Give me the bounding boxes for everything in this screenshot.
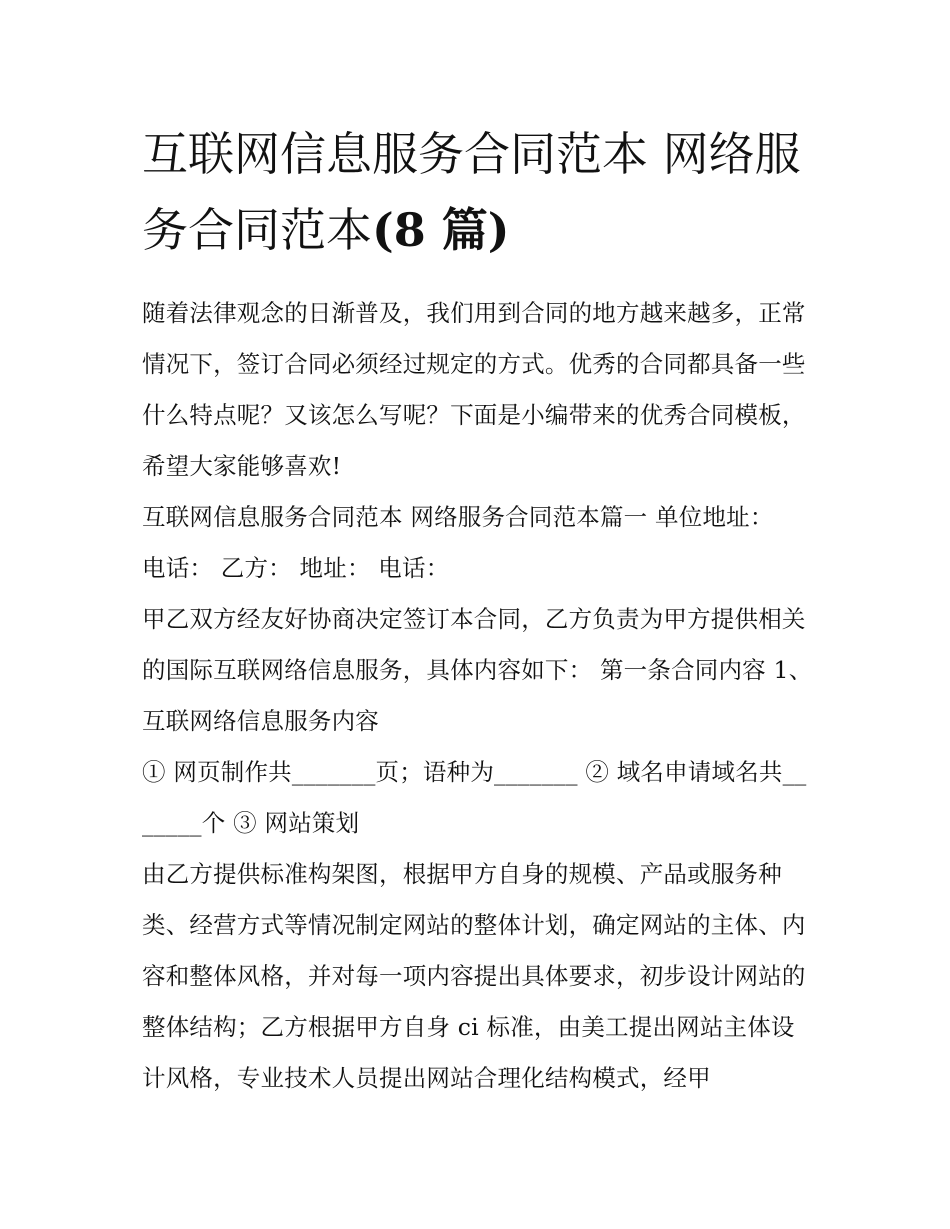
document-title bbox=[142, 116, 814, 268]
document-body bbox=[142, 116, 814, 1104]
document-title-count: (8 篇) bbox=[372, 203, 510, 257]
paragraph-agreement: 甲乙双方经友好协商决定签订本合同，乙方负责为甲方提供相关的国际互联网络信息服务，具体内容如下： 第一条合同内容 1、互联网络信息服务内容 bbox=[142, 605, 813, 735]
paragraph-website-planning: 由乙方提供标准构架图，根据甲方自身的规模、产品或服务种类、经营方式等情况制定网站的整体计划，确定网站的主体、内容和整体风格，并对每一项内容提出具体要求，初步设计网站的整体结构；乙方根据甲方自身 ci 标准，由美工提出网站主体设计风格，专业技术人员提出网站合理化结构模式，经甲 bbox=[142, 860, 806, 1092]
paragraph-intro: 随着法律观念的日渐普及，我们用到合同的地方越来越多，正常情况下，签订合同必须经过规定的方式。优秀的合同都具备一些什么特点呢？又该怎么写呢？下面是小编带来的优秀合同模板，希望大家能够喜欢! bbox=[142, 299, 806, 480]
paragraph-section-heading: 互联网信息服务合同范本 网络服务合同范本篇一 单位地址： bbox=[142, 503, 774, 531]
document-title-text: 互联网信息服务合同范本 网络服务合同范本 bbox=[142, 127, 801, 257]
paragraph-contact-fields: 电话： 乙方： 地址： 电话： bbox=[142, 554, 450, 582]
paragraph-service-items: ① 网页制作共_______页；语种为_______ ② 域名申请域名共_______个 ③ 网站策划 bbox=[142, 758, 807, 837]
